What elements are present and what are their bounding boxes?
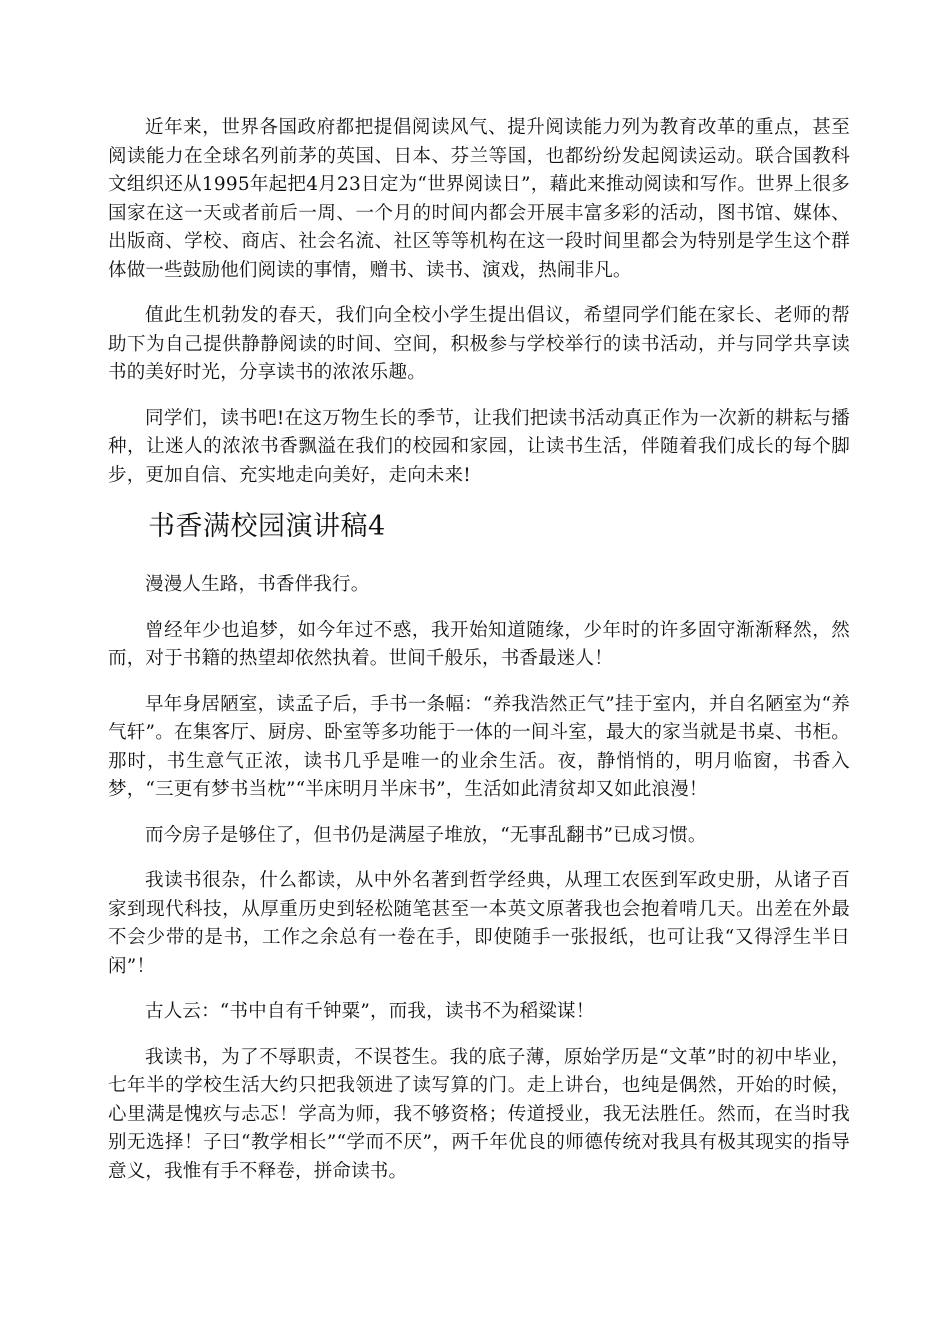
intro-paragraph-1: 近年来，世界各国政府都把提倡阅读风气、提升阅读能力列为教育改革的重点，甚至阅读能力在全球名列前茅的英国、日本、芬兰等国，也都纷纷发起阅读运动。联合国教科文组织还从1995年起把4月23日定为“世界阅读日”，藉此来推动阅读和写作。世界上很多国家在这一天或者前后一周、一个月的时间内都会开展丰富多彩的活动，图书馆、媒体、出版商、学校、商店、社会名流、社区等等机构在这一段时间里都会为特别是学生这个群体做一些鼓励他们阅读的事情，赠书、读书、演戏，热闹非凡。 [108,117,850,281]
section-paragraph-7: 我读书，为了不辱职责，不误苍生。我的底子薄，原始学历是“文革”时的初中毕业，七年半的学校生活大约只把我领进了读写算的门。走上讲台，也纯是偶然，开始的时候，心里满是愧疚与忐忑！学高为师，我不够资格；传道授业，我无法胜任。然而，在当时我别无选择！子曰“教学相长”“学而不厌”，两千年优良的师德传统对我具有极其现实的指导意义，我惟有手不释卷，拼命读书。 [108,1046,850,1182]
section-paragraph-5: 我读书很杂，什么都读，从中外名著到哲学经典，从理工农医到军政史册，从诸子百家到现代科技，从厚重历史到轻松随笔甚至一本英文原著我也会抱着啃几天。出差在外最不会少带的是书，工作之余总有一卷在手，即使随手一张报纸，也可让我“又得浮生半日闲”！ [108,870,850,977]
section-paragraph-2: 曾经年少也追梦，如今年过不惑，我开始知道随缘，少年时的许多固守渐渐释然，然而，对于书籍的热望却依然执着。世间千般乐，书香最迷人！ [108,619,850,669]
section-paragraph-4: 而今房子是够住了，但书仍是满屋子堆放，“无事乱翻书”已成习惯。 [145,824,707,846]
section-paragraph-6: 古人云：“书中自有千钟粟”，而我，读书不为稻粱谋！ [145,1001,595,1022]
intro-paragraph-2: 值此生机勃发的春天，我们向全校小学生提出倡议，希望同学们能在家长、老师的帮助下为自己提供静静阅读的时间、空间，积极参与学校举行的读书活动，并与同学共享读书的美好时光，分享读书的浓浓乐趣。 [108,305,850,383]
document-page [108,114,850,1203]
section-paragraph-3: 早年身居陋室，读孟子后，手书一条幅：“养我浩然正气”挂于室内，并自名陋室为“养气轩”。在集客厅、厨房、卧室等多功能于一体的一间斗室，最大的家当就是书桌、书柜。那时，书生意气正浓，读书几乎是唯一的业余生活。夜，静悄悄的，明月临窗，书香入梦，“三更有梦书当枕”“半床明月半床书”，生活如此清贫却又如此浪漫！ [108,693,850,800]
section-paragraph-1: 漫漫人生路，书香伴我行。 [145,574,370,595]
section-title: 书香满校园演讲稿4 [148,511,386,542]
intro-paragraph-3: 同学们，读书吧!在这万物生长的季节，让我们把读书活动真正作为一次新的耕耘与播种，让迷人的浓浓书香飘溢在我们的校园和家园，让读书生活，伴随着我们成长的每个脚步，更加自信、充实地走向美好，走向未来! [108,407,850,486]
